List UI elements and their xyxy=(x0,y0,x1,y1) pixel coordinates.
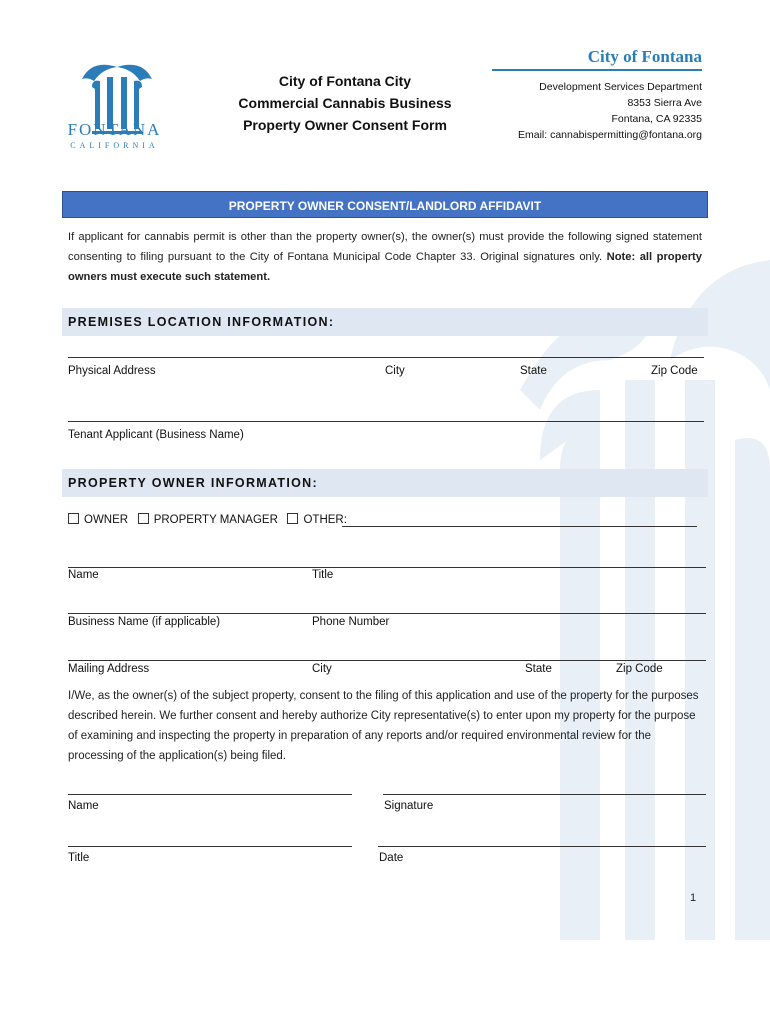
owner-zip-label: Zip Code xyxy=(616,663,663,675)
owner-city-label: City xyxy=(312,663,332,675)
manager-option-label: PROPERTY MANAGER xyxy=(153,514,278,526)
mailing-address-label: Mailing Address xyxy=(68,663,150,675)
other-option[interactable] xyxy=(287,514,346,526)
premises-city-label: City xyxy=(385,365,405,377)
premises-state-label: State xyxy=(520,365,547,377)
manager-option[interactable] xyxy=(138,514,278,526)
intro-text: If applicant for cannabis permit is other than the property owner(s), the owner(s) must provide the following signed statement consenting to filing pursuant to the City of Fontana Municipal Code Chapter 33. Original signatures only. xyxy=(68,231,702,263)
tenant-applicant-field[interactable] xyxy=(68,421,704,422)
date-label: Date xyxy=(379,852,404,864)
dept-line-city: Fontana, CA 92335 xyxy=(611,113,702,125)
physical-address-field[interactable] xyxy=(68,357,704,358)
logo-sub-text: CALIFORNIA xyxy=(70,141,159,150)
owner-name-label: Name xyxy=(68,569,99,581)
signer-title-label: Title xyxy=(68,852,90,864)
intro-paragraph xyxy=(68,227,702,287)
form-title xyxy=(225,70,465,136)
mailing-address-field[interactable] xyxy=(68,660,706,661)
signer-title-field[interactable] xyxy=(68,846,352,847)
affidavit-banner: PROPERTY OWNER CONSENT/LANDLORD AFFIDAVIT xyxy=(62,191,708,218)
owner-name-field[interactable] xyxy=(68,567,706,568)
signer-name-label: Name xyxy=(68,800,99,812)
manager-checkbox[interactable] xyxy=(138,513,149,524)
page-number: 1 xyxy=(690,892,697,904)
owner-option[interactable] xyxy=(68,514,128,526)
owner-state-label: State xyxy=(525,663,552,675)
department-header xyxy=(492,47,702,143)
date-field[interactable] xyxy=(378,846,706,847)
title-line-3: Property Owner Consent Form xyxy=(243,117,447,133)
owner-section-heading: PROPERTY OWNER INFORMATION: xyxy=(62,469,708,497)
logo-main-text: FONTANA xyxy=(67,120,162,139)
other-option-label: OTHER: xyxy=(303,514,347,526)
owner-checkbox[interactable] xyxy=(68,513,79,524)
logo-text xyxy=(62,120,167,150)
signature-field[interactable] xyxy=(383,794,706,795)
signer-name-field[interactable] xyxy=(68,794,352,795)
other-checkbox[interactable] xyxy=(287,513,298,524)
title-line-2: Commercial Cannabis Business xyxy=(238,95,452,111)
intro-note: Note: all property owners must execute such statement. xyxy=(68,251,702,283)
dept-line-department: Development Services Department xyxy=(539,81,702,93)
business-name-label: Business Name (if applicable) xyxy=(68,616,221,628)
owner-title-label: Title xyxy=(312,569,334,581)
phone-number-label: Phone Number xyxy=(312,616,390,628)
physical-address-label: Physical Address xyxy=(68,365,156,377)
premises-zip-label: Zip Code xyxy=(651,365,698,377)
fontana-watermark-graphic xyxy=(520,240,770,940)
business-name-field[interactable] xyxy=(68,613,706,614)
dept-line-email[interactable]: Email: cannabispermitting@fontana.org xyxy=(517,129,702,141)
dept-line-address: 8353 Sierra Ave xyxy=(627,97,702,109)
premises-section-heading: PREMISES LOCATION INFORMATION: xyxy=(62,308,708,336)
owner-option-label: OWNER xyxy=(84,514,129,526)
tenant-applicant-label: Tenant Applicant (Business Name) xyxy=(68,429,244,441)
consent-paragraph: I/We, as the owner(s) of the subject property, consent to the filing of this application and use of the property for the purposes described herein. We further consent and hereby authorize City representative(s) to enter upon my property for the purpose of examining and inspecting the property in preparation of any reports and/or required environmental review for the processing of the application(s) being filed. xyxy=(68,690,699,762)
other-field[interactable] xyxy=(342,526,697,527)
title-line-1: City of Fontana City xyxy=(278,73,412,89)
city-name: City of Fontana xyxy=(492,47,702,71)
signature-label: Signature xyxy=(384,800,434,812)
owner-type-options xyxy=(68,513,347,526)
